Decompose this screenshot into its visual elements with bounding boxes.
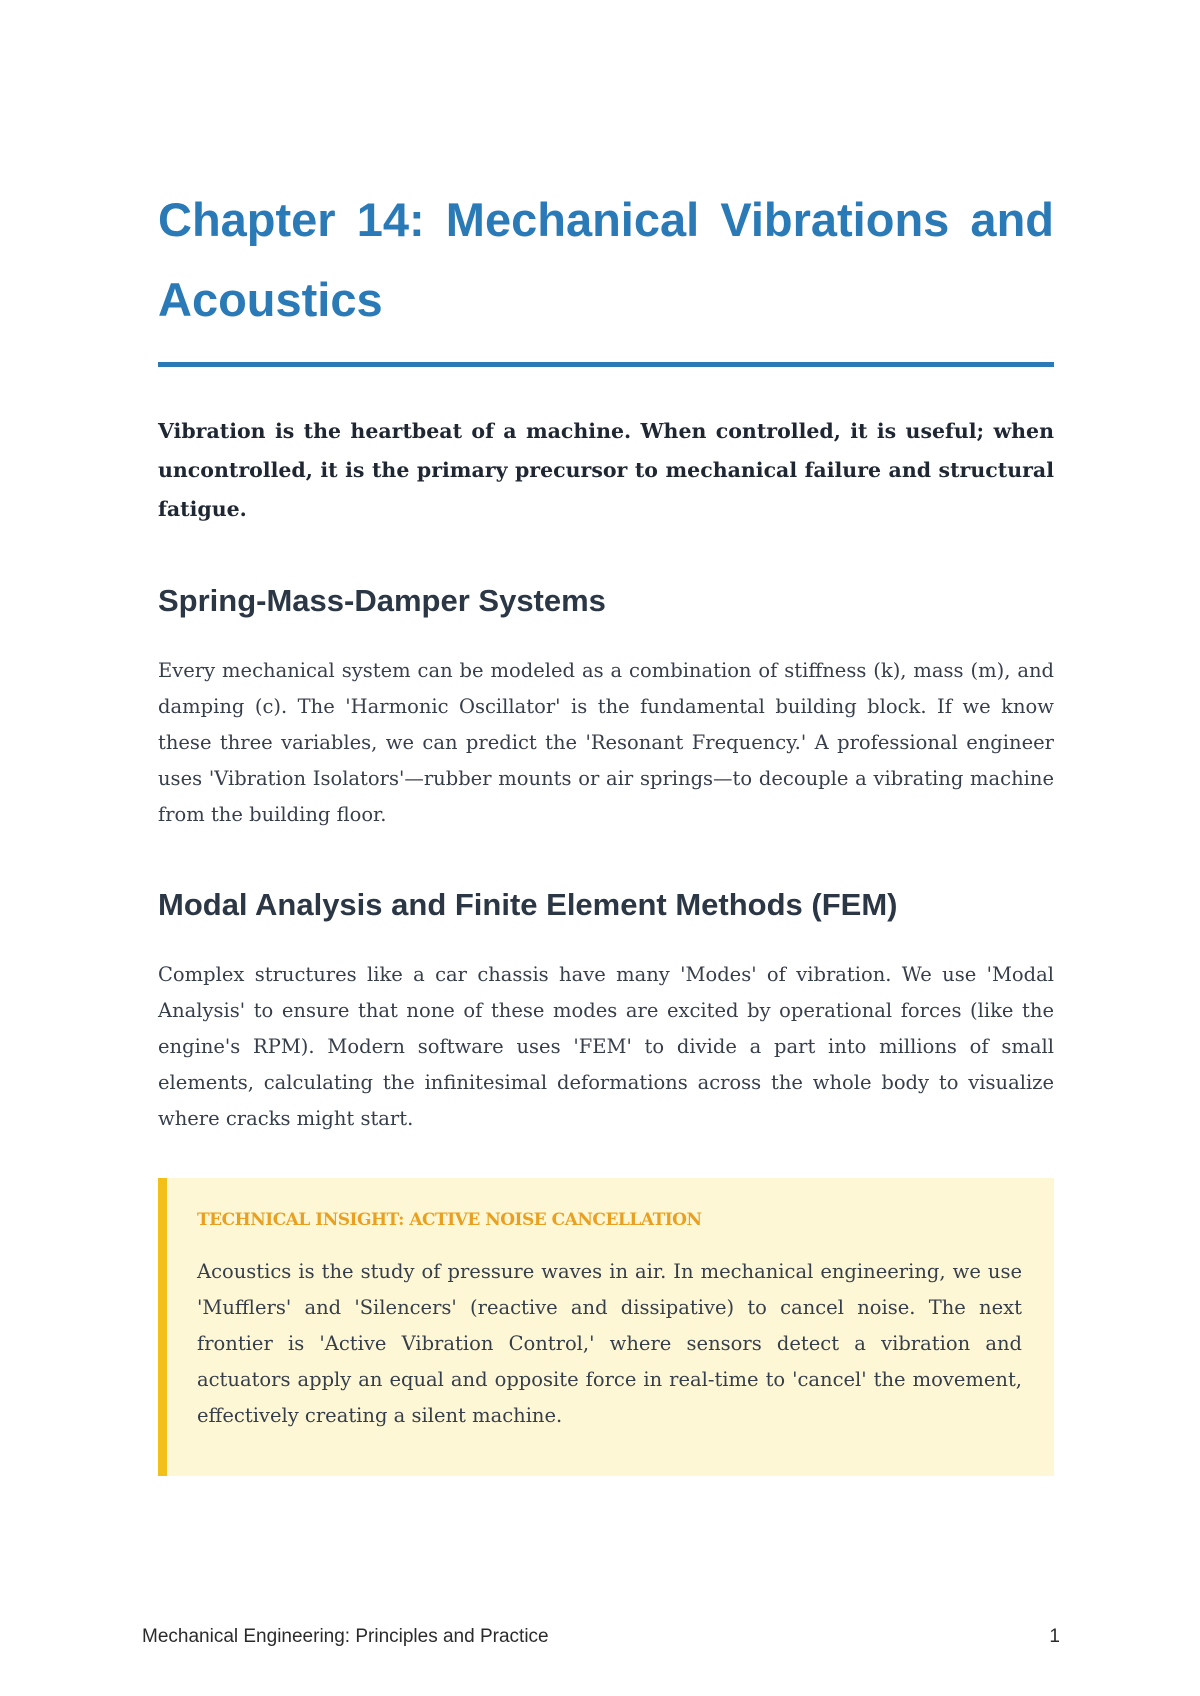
technical-insight-callout <box>158 1178 1054 1476</box>
chapter-lead: Vibration is the heartbeat of a machine. When controlled, it is useful; when uncontrolled, it is the primary precursor to mechanical failure and structural fatigue. <box>158 419 1054 521</box>
section-body-modal-analysis: Complex structures like a car chassis have many 'Modes' of vibration. We use 'Modal Analysis' to ensure that none of these modes are excited by operational forces (like the engine's RPM). Modern software uses 'FEM' to divide a part into millions of small elements, calculating the infinitesimal deformations across the whole body to visualize where cracks might start. <box>158 963 1054 1130</box>
section-body-spring-mass-damper: Every mechanical system can be modeled as a combination of stiffness (k), mass (m), and damping (c). The 'Harmonic Oscillator' is the fundamental building block. If we know these three variables, we can predict the 'Resonant Frequency.' A professional engineer uses 'Vibration Isolators'—rubber mounts or air springs—to decouple a vibrating machine from the building floor. <box>158 659 1054 826</box>
callout-label: TECHNICAL INSIGHT: ACTIVE NOISE CANCELLATION <box>197 1210 702 1230</box>
footer-book-title: Mechanical Engineering: Principles and Practice <box>142 1626 549 1647</box>
chapter-title: Chapter 14: Mechanical Vibrations and Acoustics <box>158 193 1054 326</box>
section-heading-modal-analysis: Modal Analysis and Finite Element Methods (FEM) <box>158 887 898 922</box>
section-heading-spring-mass-damper: Spring-Mass-Damper Systems <box>158 583 606 618</box>
page-content <box>158 180 1054 1476</box>
callout-body: Acoustics is the study of pressure waves in air. In mechanical engineering, we use 'Mufflers' and 'Silencers' (reactive and dissipative) to cancel noise. The next frontier is 'Active Vibration Control,' where sensors detect a vibration and actuators apply an equal and opposite force in real-time to 'cancel' the movement, effectively creating a silent machine. <box>197 1260 1022 1427</box>
title-divider <box>158 362 1054 367</box>
footer-page-number: 1 <box>1049 1626 1060 1647</box>
